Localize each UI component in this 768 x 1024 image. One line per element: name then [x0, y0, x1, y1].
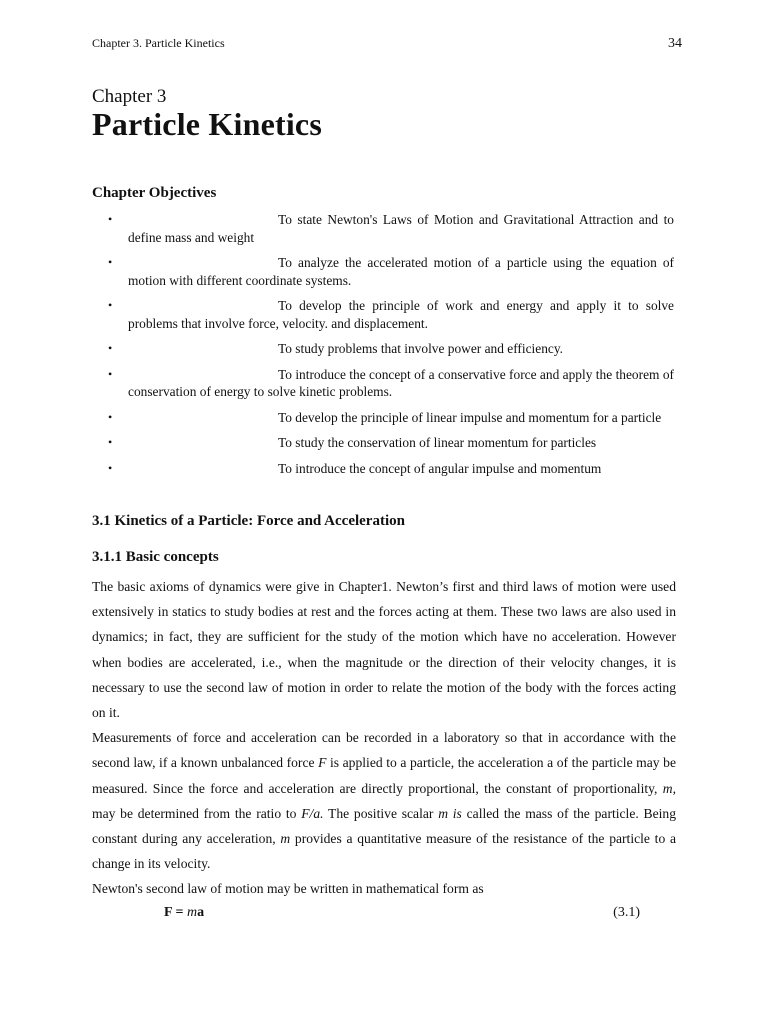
paragraph-2-text: called the mass of the particle. Being constant during any acceleration, [92, 805, 676, 847]
body-text [92, 574, 676, 902]
list-item [108, 460, 674, 478]
symbol-mass: m [280, 831, 291, 847]
symbol-ratio: F/a. [301, 805, 324, 821]
bullet-icon: • [108, 341, 113, 355]
list-item [108, 254, 674, 289]
objective-text: To analyze the accelerated motion of a particle using the equation of motion with different coordinate systems. [128, 255, 674, 288]
objective-text: To develop the principle of work and energy and apply it to solve problems that involve force, velocity. and displacement. [128, 298, 674, 331]
objective-text: To study the conservation of linear momentum for particles [278, 435, 597, 450]
section-heading: 3.1 Kinetics of a Particle: Force and Acceleration [92, 513, 405, 529]
objective-text: To state Newton's Laws of Motion and Gravitational Attraction and to define mass and weight [128, 212, 674, 245]
running-title: Chapter 3. Particle Kinetics [92, 36, 225, 50]
subsection-heading: 3.1.1 Basic concepts [92, 549, 219, 565]
list-item [108, 340, 674, 358]
chapter-title: Particle Kinetics [92, 106, 322, 142]
bullet-icon: • [108, 255, 113, 269]
list-item [108, 434, 674, 452]
symbol-mass: m is [438, 805, 462, 821]
objective-text: To introduce the concept of a conservative force and apply the theorem of conservation of energy to solve kinetic problems. [128, 366, 674, 399]
paragraph-2-text: provides a quantitative measure of the resistance of the particle to a change in its velocity. [92, 831, 676, 872]
objective-text: To study problems that involve power and efficiency. [278, 341, 564, 356]
bullet-icon: • [108, 298, 113, 312]
equation-lhs: F = [164, 905, 188, 920]
paragraph-2-text: Measurements of force and acceleration can be recorded in a laboratory so that in accordance with the second law, if a known unbalanced force [92, 730, 676, 771]
bullet-icon: • [108, 366, 113, 381]
objective-text: To develop the principle of linear impulse and momentum for a particle [278, 409, 662, 425]
paragraph-2 [92, 725, 676, 876]
equation-acceleration: a [197, 905, 205, 920]
list-item [108, 366, 674, 401]
paragraph-3: Newton's second law of motion may be written in mathematical form as [92, 881, 484, 897]
running-header [92, 36, 682, 54]
bullet-icon: • [108, 212, 113, 226]
paragraph-2-text: The positive scalar [323, 805, 439, 821]
bullet-icon: • [108, 460, 113, 475]
page-number: 34 [668, 36, 682, 51]
equation [164, 905, 204, 921]
equation-row [92, 902, 676, 926]
chapter-label: Chapter 3 [92, 86, 167, 107]
symbol-force: F [318, 755, 327, 771]
objectives-heading: Chapter Objectives [92, 185, 217, 201]
symbol-mass: m, [662, 780, 676, 796]
bullet-icon: • [108, 435, 113, 449]
list-item [108, 409, 674, 427]
paragraph-1: The basic axioms of dynamics were give in Chapter1. Newton’s first and third laws of motion were used extensively in statics to study bodies at rest and the forces acting at them. These two laws are also used in dynamics; in fact, they are sufficient for the study of the motion which have no acceleration. However when bodies are accelerated, i.e., when the magnitude or the direction of their velocity changes, it is necessary to use the second law of motion in order to relate the motion of the body with the forces acting on it. [92, 579, 676, 721]
bullet-icon: • [108, 409, 113, 424]
equation-mass: m [187, 905, 198, 920]
paragraph-2-text: may be determined from the ratio to [92, 805, 302, 821]
objectives-list [108, 211, 674, 485]
paragraph-2-text: is applied to a particle, the acceleration a of the particle may be measured. Since the force and acceleration are directly proportional, the constant of proportionality, [92, 755, 676, 796]
list-item [108, 297, 674, 332]
objective-text: To introduce the concept of angular impulse and momentum [278, 460, 602, 476]
list-item [108, 211, 674, 246]
equation-number: (3.1) [613, 905, 640, 920]
